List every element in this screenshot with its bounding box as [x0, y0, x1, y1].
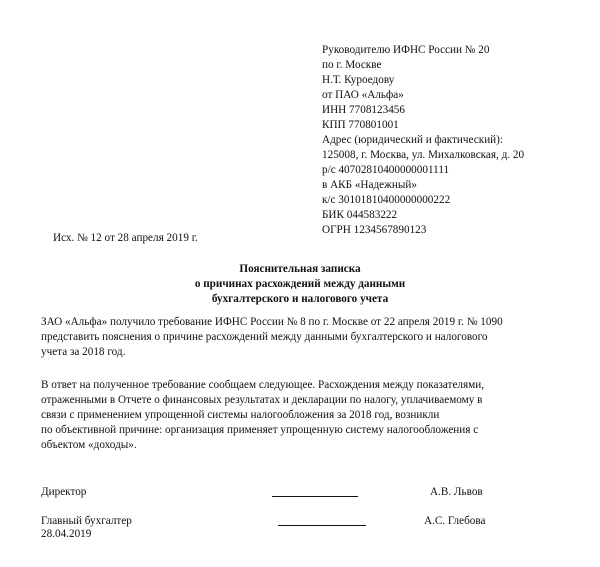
recipient-line: КПП 770801001	[322, 119, 399, 131]
paragraph-line: объектом «доходы».	[41, 439, 137, 451]
recipient-line: ОГРН 1234567890123	[322, 224, 427, 236]
accountant-name: А.С. Глебова	[424, 515, 486, 527]
recipient-line: к/с 30101810400000000222	[322, 194, 451, 206]
recipient-line: ИНН 7708123456	[322, 104, 405, 116]
recipient-line: р/с 40702810400000001111	[322, 164, 450, 176]
paragraph-line: В ответ на полученное требование сообщаем следующее. Расхождения между показателями,	[41, 379, 485, 391]
recipient-line: в АКБ «Надежный»	[322, 179, 417, 191]
accountant-title: Главный бухгалтер	[41, 515, 132, 527]
outgoing-number: Исх. № 12 от 28 апреля 2019 г.	[53, 232, 198, 244]
director-title: Директор	[41, 486, 87, 498]
paragraph-line: связи с применением упрощенной системы налогообложения за 2018 год, возникли	[41, 409, 440, 421]
recipient-line: Руководителю ИФНС России № 20	[322, 44, 490, 56]
title-line: бухгалтерского и налогового учета	[211, 293, 389, 305]
paragraph-line: по объективной причине: организация применяет упрощенную систему налогообложения с	[41, 424, 479, 436]
recipient-line: по г. Москве	[322, 59, 382, 71]
paragraph-line: ЗАО «Альфа» получило требование ИФНС России № 8 по г. Москве от 22 апреля 2019 г. № 1090	[41, 316, 503, 328]
document-title	[0, 262, 600, 307]
director-name: А.В. Львов	[430, 486, 483, 498]
recipient-block	[322, 43, 592, 238]
document-date: 28.04.2019	[41, 528, 92, 540]
paragraph-response	[41, 378, 561, 453]
paragraph-line: отраженными в Отчете о финансовых результатах и декларации по налогу, уплачиваемому в	[41, 394, 483, 406]
accountant-signature-line	[278, 525, 366, 526]
title-line: о причинах расхождений между данными	[194, 278, 406, 290]
recipient-line: Н.Т. Куроедову	[322, 74, 395, 86]
title-line: Пояснительная записка	[239, 263, 361, 275]
director-signature-line	[272, 496, 358, 497]
recipient-line: 125008, г. Москва, ул. Михалковская, д. 20	[322, 149, 525, 161]
paragraph-line: учета за 2018 год.	[41, 346, 126, 358]
recipient-line: от ПАО «Альфа»	[322, 89, 404, 101]
paragraph-request	[41, 315, 561, 360]
recipient-line: БИК 044583222	[322, 209, 398, 221]
recipient-line: Адрес (юридический и фактический):	[322, 134, 504, 146]
paragraph-line: представить пояснения о причине расхождений между данными бухгалтерского и налогового	[41, 331, 488, 343]
